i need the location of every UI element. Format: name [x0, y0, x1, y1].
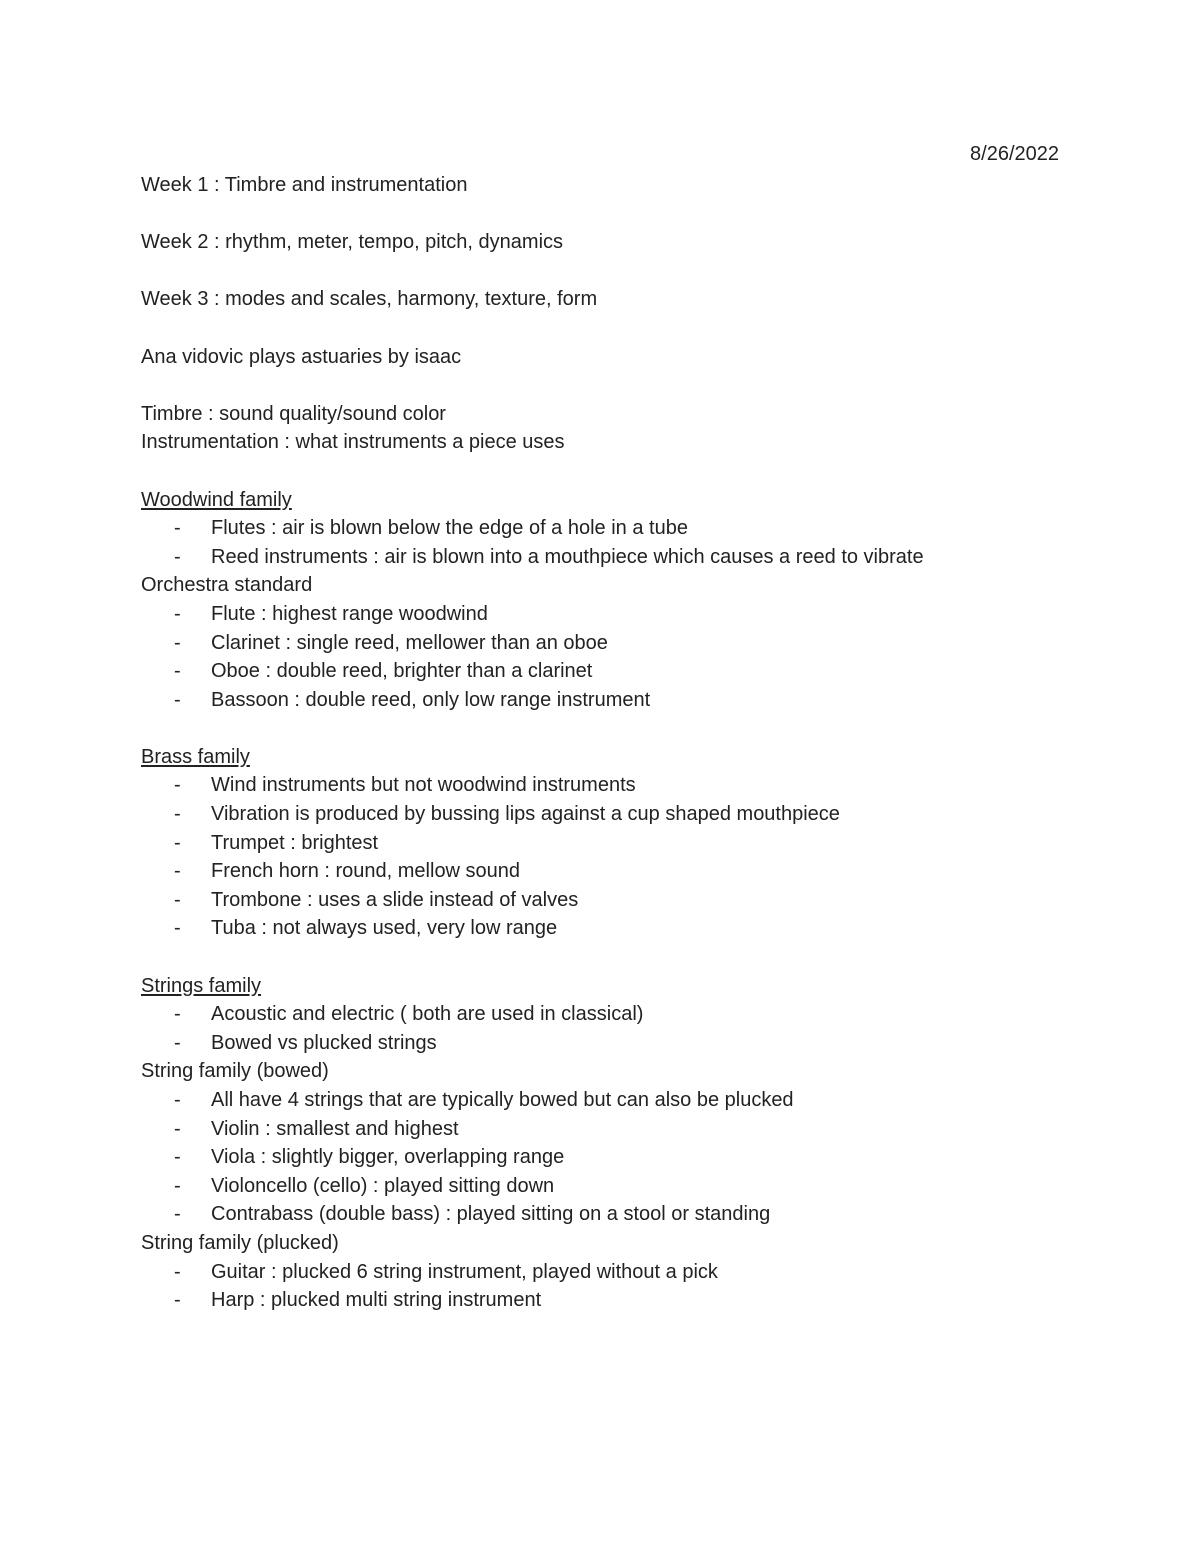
bullet-dash: - [174, 688, 181, 711]
bullet-dash: - [174, 660, 181, 683]
list-item [141, 1200, 1061, 1229]
list-item [141, 686, 1061, 715]
spacer [141, 714, 1061, 743]
list-item [141, 914, 1061, 943]
bullet-dash: - [174, 1260, 181, 1283]
bullet-dash: - [174, 1146, 181, 1169]
list-item [141, 600, 1061, 629]
bullet-dash: - [174, 1003, 181, 1026]
bullet-dash: - [174, 888, 181, 911]
list-item [141, 1286, 1061, 1315]
bullet-dash: - [174, 860, 181, 883]
list-item [141, 829, 1061, 858]
list-item-text: Reed instruments : air is blown into a mouthpiece which causes a reed to vibrate [211, 545, 924, 568]
bullet-dash: - [174, 517, 181, 540]
plucked-subheading: String family (plucked) [141, 1231, 339, 1254]
list-item-text: Contrabass (double bass) : played sitting on a stool or standing [211, 1203, 771, 1226]
list-item-text: Oboe : double reed, brighter than a clarinet [211, 660, 593, 683]
list-item-text: All have 4 strings that are typically bowed but can also be plucked [211, 1089, 794, 1111]
bullet-dash: - [174, 1031, 181, 1054]
strings-heading: Strings family [141, 974, 262, 997]
list-item-text: Bassoon : double reed, only low range instrument [211, 688, 651, 711]
spacer [141, 200, 1061, 229]
bullet-dash: - [174, 1203, 181, 1226]
list-item [141, 886, 1061, 915]
list-item [141, 629, 1061, 658]
list-item [141, 771, 1061, 800]
instrumentation-definition: Instrumentation : what instruments a piece uses [141, 431, 565, 454]
list-item [141, 657, 1061, 686]
list-item [141, 1029, 1061, 1058]
list-item [141, 1086, 1061, 1115]
week-2-line: Week 2 : rhythm, meter, tempo, pitch, dynamics [141, 231, 564, 254]
list-item-text: Trumpet : brightest [211, 831, 379, 854]
list-item [141, 1115, 1061, 1144]
list-item [141, 800, 1061, 829]
performance-note: Ana vidovic plays astuaries by isaac [141, 345, 462, 368]
spacer [141, 257, 1061, 286]
bullet-dash: - [174, 1174, 181, 1197]
list-item-text: Wind instruments but not woodwind instruments [211, 774, 636, 797]
spacer [141, 943, 1061, 972]
list-item-text: Clarinet : single reed, mellower than an oboe [211, 631, 608, 654]
bullet-dash: - [174, 1289, 181, 1312]
bullet-dash: - [174, 1089, 181, 1111]
bullet-dash: - [174, 917, 181, 940]
list-item-text: Viola : slightly bigger, overlapping range [211, 1146, 565, 1169]
bullet-dash: - [174, 631, 181, 654]
list-item-text: Tuba : not always used, very low range [211, 917, 558, 940]
bowed-subheading: String family (bowed) [141, 1060, 329, 1083]
list-item-text: Violoncello (cello) : played sitting down [211, 1174, 555, 1197]
week-3-line: Week 3 : modes and scales, harmony, texture, form [141, 288, 598, 311]
bullet-dash: - [174, 803, 181, 826]
list-item [141, 1172, 1061, 1201]
woodwind-heading: Woodwind family [141, 488, 292, 511]
list-item-text: Vibration is produced by bussing lips against a cup shaped mouthpiece [211, 803, 840, 826]
list-item-text: Bowed vs plucked strings [211, 1031, 437, 1054]
brass-heading: Brass family [141, 745, 250, 768]
list-item [141, 857, 1061, 886]
list-item-text: Harp : plucked multi string instrument [211, 1289, 542, 1312]
list-item-text: Acoustic and electric ( both are used in classical) [211, 1003, 644, 1026]
week-1-line: Week 1 : Timbre and instrumentation [141, 174, 468, 196]
spacer [141, 314, 1061, 343]
list-item [141, 514, 1061, 543]
list-item-text: French horn : round, mellow sound [211, 860, 521, 883]
bullet-dash: - [174, 545, 181, 568]
timbre-definition: Timbre : sound quality/sound color [141, 402, 446, 425]
bullet-dash: - [174, 831, 181, 854]
bullet-dash: - [174, 602, 181, 625]
note-date: 8/26/2022 [970, 143, 1059, 165]
list-item [141, 1258, 1061, 1287]
note-body [141, 171, 1061, 1315]
orchestra-standard-subheading: Orchestra standard [141, 574, 313, 597]
list-item-text: Flute : highest range woodwind [211, 602, 488, 625]
bullet-dash: - [174, 1117, 181, 1140]
list-item [141, 1143, 1061, 1172]
spacer [141, 457, 1061, 486]
list-item [141, 543, 1061, 572]
list-item-text: Guitar : plucked 6 string instrument, played without a pick [211, 1260, 718, 1283]
list-item [141, 1000, 1061, 1029]
list-item-text: Violin : smallest and highest [211, 1117, 459, 1140]
spacer [141, 371, 1061, 400]
list-item-text: Flutes : air is blown below the edge of a hole in a tube [211, 517, 688, 540]
bullet-dash: - [174, 774, 181, 797]
list-item-text: Trombone : uses a slide instead of valves [211, 888, 579, 911]
